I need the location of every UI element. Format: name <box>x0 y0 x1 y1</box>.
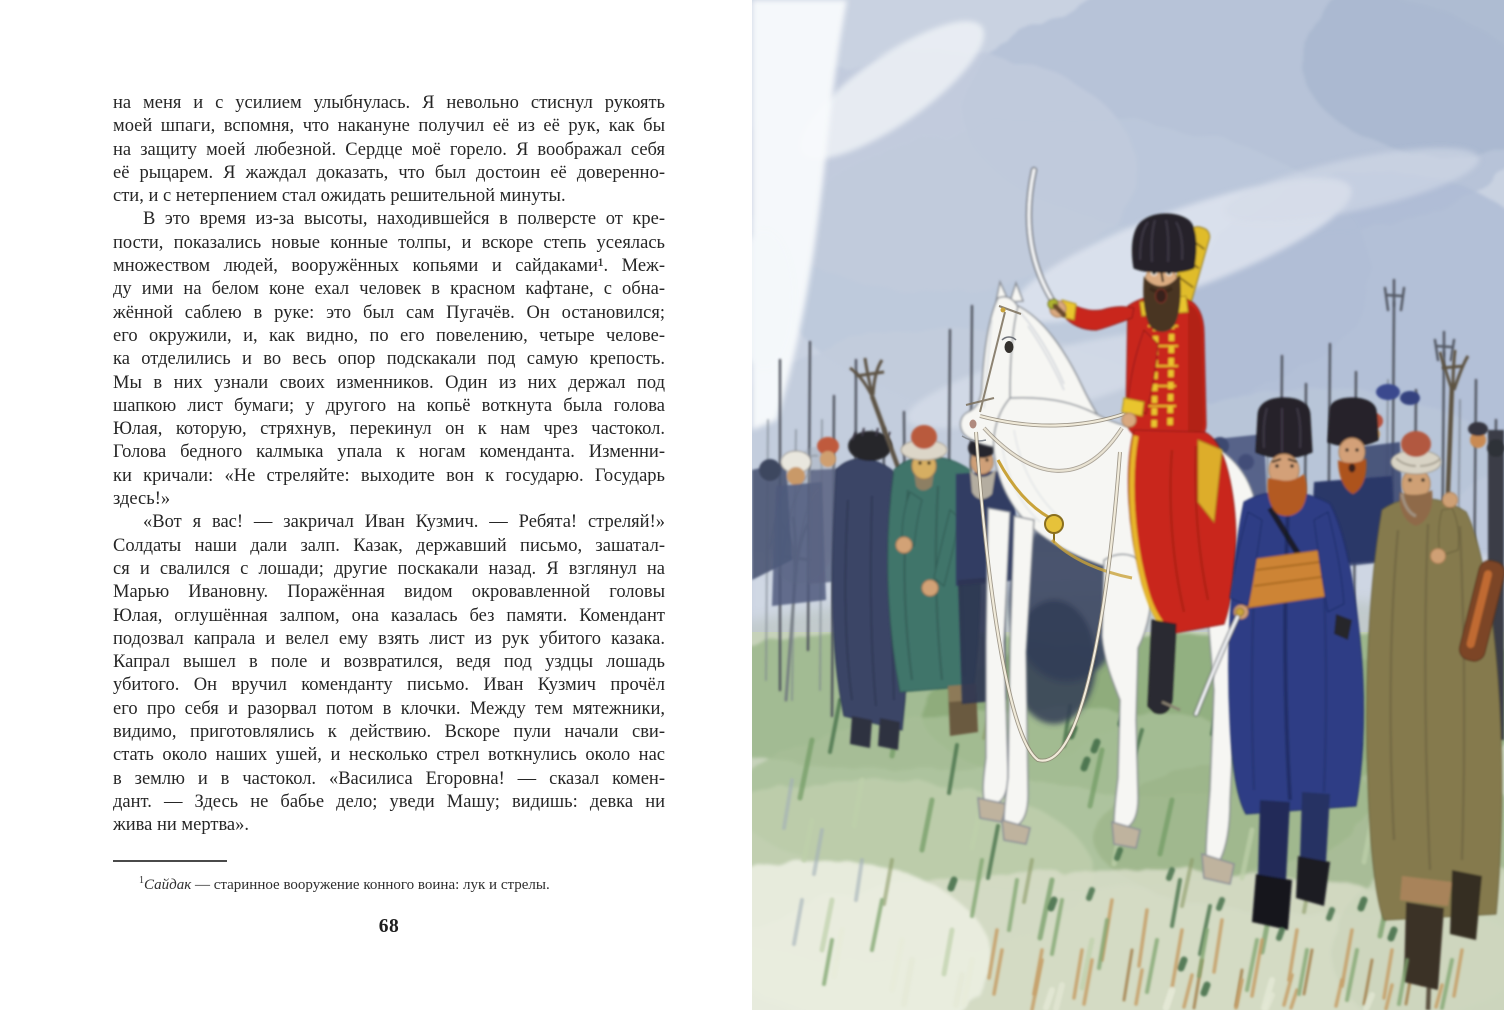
footnote-term: Сайдак <box>144 876 192 893</box>
illustration-pugachev-on-horse <box>752 0 1504 1010</box>
text-line: видимо, приготовлялись к действию. Вскоре пули начали сви- <box>113 722 665 743</box>
text-line: Юлая, которую, стряхнув, перекинул он к нам чрез частокол. <box>113 419 665 440</box>
text-line: Капрал вышел в поле и возвратился, ведя под уздцы лошадь <box>113 652 665 673</box>
text-line: на защиту моей любезной. Сердце моё горело. Я воображал себя <box>113 139 665 160</box>
text-line: его окружили, и, как видно, по его повелению, четыре челове- <box>113 325 665 346</box>
text-line: его про себя и разорвал потом в клочки. Между тем мятежники, <box>113 698 665 719</box>
paragraph <box>113 208 665 511</box>
text-line: ся и свалился с лошади; другие поскакали назад. Я взглянул на <box>113 558 665 579</box>
text-line: на меня и с усилием улыбнулась. Я невольно стиснул рукоять <box>113 93 665 113</box>
text-line: моей шпаги, вспомня, что накануне получил её из её рук, как бы <box>113 116 665 137</box>
footnote <box>113 860 665 895</box>
text-line: жённой саблею в руке: это был сам Пугачёв. Он остановился; <box>113 302 665 323</box>
text-line: ду ими на белом коне ехал человек в красном кафтане, с обна- <box>113 279 665 300</box>
text-line: Солдаты наши дали залп. Казак, державший письмо, зашатал- <box>113 535 665 556</box>
text-line: Голова бедного калмыка упала к ногам коменданта. Изменни- <box>113 442 665 463</box>
text-line: множеством людей, вооружённых копьями и сайдаками¹. Меж- <box>113 256 665 277</box>
page-number: 68 <box>378 916 400 937</box>
footnote-divider <box>113 860 227 862</box>
paragraph <box>113 511 665 837</box>
text-line: «Вот я вас! — закричал Иван Кузмич. — Ребята! стреляй!» <box>143 512 665 533</box>
text-line: убитого. Он вручил коменданту письмо. Иван Кузмич прочёл <box>113 675 665 696</box>
footnote-marker: 1 <box>139 874 144 886</box>
text-block <box>113 92 665 838</box>
footnote-definition: — старинное вооружение конного воина: лук и стрелы. <box>191 876 550 893</box>
text-line: дант. — Здесь не бабье дело; уведи Машу; видишь: девка ни <box>113 791 665 812</box>
text-line: стать около наших ушей, и несколько стрел воткнулись около нас <box>113 745 665 766</box>
text-line: сти, и с нетерпением стал ожидать решительной минуты. <box>113 186 566 207</box>
text-line: в землю и в частокол. «Василиса Егоровна! — сказал комен- <box>113 768 665 789</box>
text-line: Юлая, оглушённая залпом, она казалась без памяти. Комендант <box>113 605 665 626</box>
text-line: ки кричали: «Не стреляйте: выходите вон к государю. Государь <box>113 465 665 486</box>
text-line: подозвал капрала и велел ему взять лист из рук убитого казака. <box>113 628 665 649</box>
text-line: шапкою лист бумаги; у другого на копьё воткнута была голова <box>113 395 665 416</box>
text-line: здесь!» <box>113 489 171 510</box>
text-line: жива ни мертва». <box>113 815 250 836</box>
text-line: Мы в них узнали своих изменников. Один из них держал под <box>113 372 665 393</box>
text-line: ка отделились и во весь опор подскакали под самую крепость. <box>113 349 665 370</box>
text-line: пости, показались новые конные толпы, и вскоре степь усеялась <box>113 232 665 253</box>
footnote-text <box>113 871 665 895</box>
text-line: В это время из-за высоты, находившейся в полверсте от кре- <box>143 209 665 230</box>
text-line: Марью Ивановну. Поражённая видом окровавленной головы <box>113 582 665 603</box>
right-page <box>752 0 1504 1010</box>
paragraph <box>113 92 665 208</box>
text-line: её рыцарем. Я жаждал доказать, что был достоин её доверенно- <box>113 162 665 183</box>
